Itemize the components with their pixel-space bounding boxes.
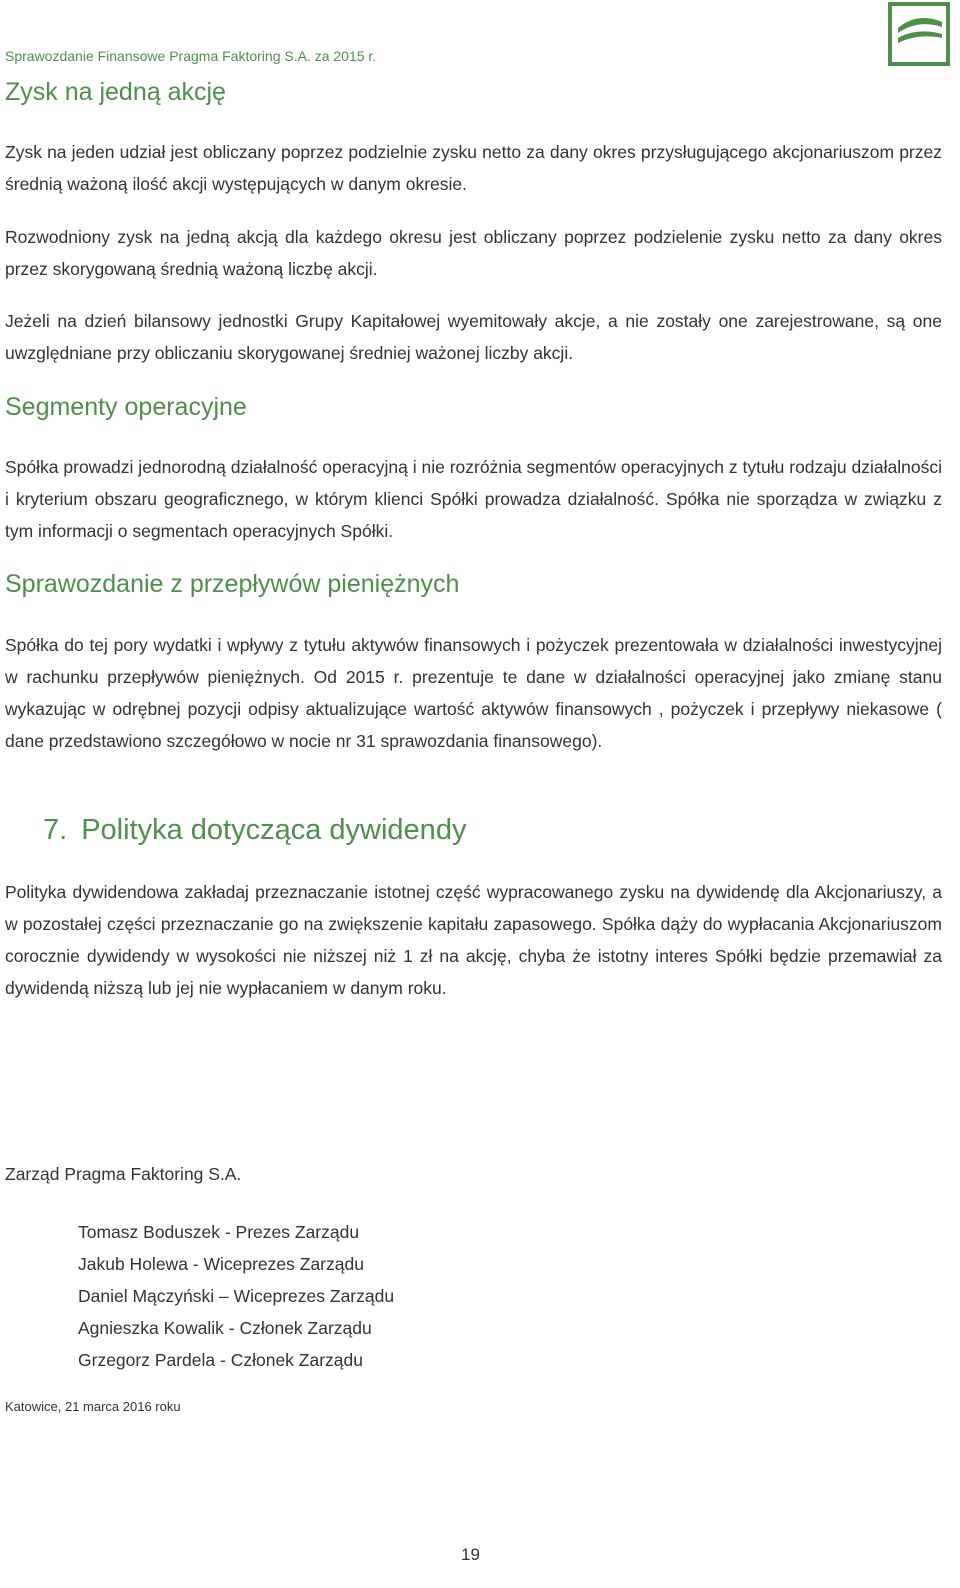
section-heading-eps: Zysk na jedną akcję xyxy=(5,78,226,106)
page-number: 19 xyxy=(461,1545,480,1564)
cashflow-paragraph: Spółka do tej pory wydatki i wpływy z tytułu aktywów finansowych i pożyczek prezentowała w działalności inwestycyjnej w rachunku przepływów pieniężnych. Od 2015 r. prezentuje te dane w działalności operacyjnej jako zmianę stanu wykazując w odrębnej pozycji odpisy aktualizujące wartość aktywów finansowych , pożyczek i przepływy niekasowe ( dane przedstawiono szczegółowo w nocie nr 31 sprawozdania finansowego). xyxy=(5,635,942,751)
board-member: Daniel Mączyński – Wiceprezes Zarządu xyxy=(78,1286,395,1306)
section-heading-dividend xyxy=(43,814,466,847)
pragma-logo-icon xyxy=(888,2,950,66)
eps-paragraph-2: Rozwodniony zysk na jedną akcją dla każdego okresu jest obliczany poprzez podzielenie zysku netto za dany okres przez skorygowaną średnią ważoną liczbę akcji. xyxy=(5,227,942,279)
section-title: Polityka dotycząca dywidendy xyxy=(81,814,467,846)
board-title: Zarząd Pragma Faktoring S.A. xyxy=(5,1164,242,1184)
running-header: Sprawozdanie Finansowe Pragma Faktoring S.A. za 2015 r. xyxy=(5,48,377,64)
eps-paragraph-3: Jeżeli na dzień bilansowy jednostki Grupy Kapitałowej wyemitowały akcje, a nie zostały one zarejestrowane, są one uwzględniane przy obliczaniu skorygowanej średniej ważonej liczby akcji. xyxy=(5,311,942,363)
board-member: Agnieszka Kowalik - Członek Zarządu xyxy=(78,1318,372,1338)
section-heading-segments: Segmenty operacyjne xyxy=(5,393,247,421)
board-member: Tomasz Boduszek - Prezes Zarządu xyxy=(78,1222,360,1242)
board-members-list xyxy=(78,1216,394,1376)
segments-paragraph: Spółka prowadzi jednorodną działalność operacyjną i nie rozróżnia segmentów operacyjnych z tytułu rodzaju działalności i kryterium obszaru geograficznego, w którym klienci Spółki prowadza działalność. Spółka nie sporządza w związku z tym informacji o segmentach operacyjnych Spółki. xyxy=(5,457,942,541)
board-member: Jakub Holewa - Wiceprezes Zarządu xyxy=(78,1254,364,1274)
section-number: 7. xyxy=(43,814,68,846)
section-heading-cashflow: Sprawozdanie z przepływów pieniężnych xyxy=(5,570,460,598)
place-date: Katowice, 21 marca 2016 roku xyxy=(5,1399,181,1414)
dividend-paragraph: Polityka dywidendowa zakładaj przeznaczanie istotnej część wypracowanego zysku na dywidendę dla Akcjonariuszy, a w pozostałej części przeznaczanie go na zwiększenie kapitału zapasowego. Spółka dąży do wypłacania Akcjonariuszom corocznie dywidendy w wysokości nie niższej niż 1 zł na akcję, chyba że istotny interes Spółki będzie przemawiał za dywidendą niższą lub jej nie wypłacaniem w danym roku. xyxy=(5,882,942,998)
eps-paragraph-1: Zysk na jeden udział jest obliczany poprzez podzielnie zysku netto za dany okres przysługującego akcjonariuszom przez średnią ważoną ilość akcji występujących w danym okresie. xyxy=(5,142,942,194)
board-member: Grzegorz Pardela - Członek Zarządu xyxy=(78,1350,363,1370)
